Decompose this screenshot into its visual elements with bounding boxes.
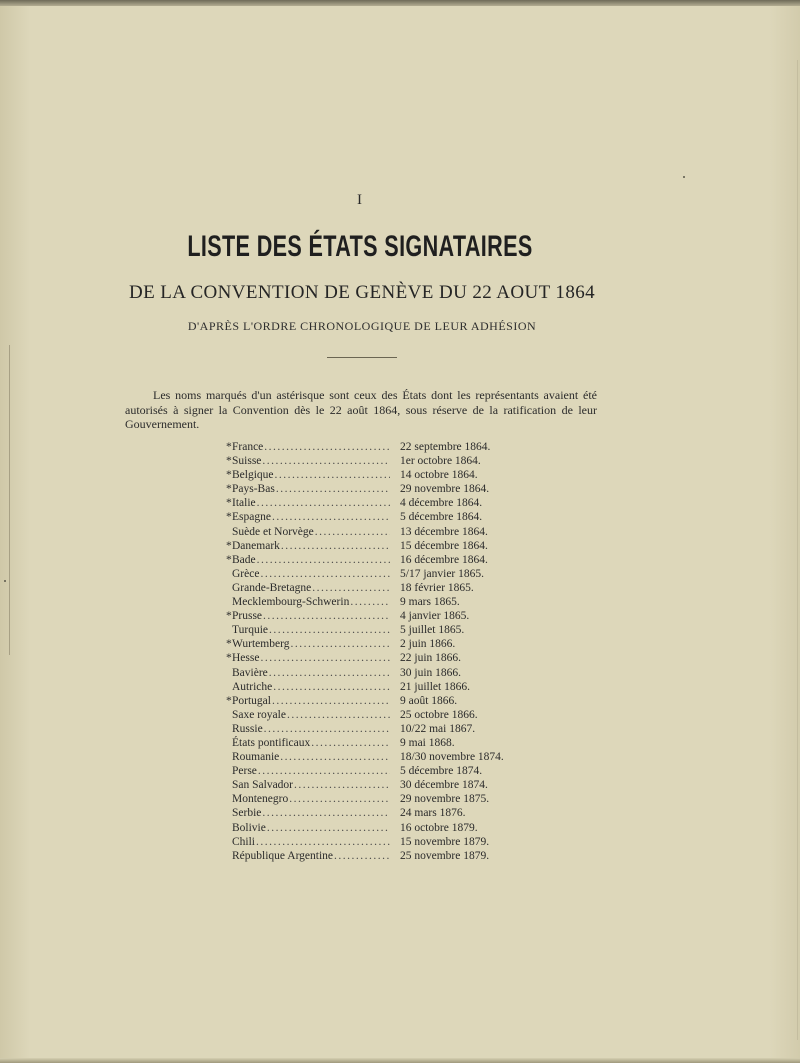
section-number: I: [357, 192, 363, 208]
dot-leader: [266, 821, 390, 835]
asterisk-mark: *: [226, 610, 232, 623]
state-name-cell: [226, 750, 390, 764]
adhesion-date: 18/30 novembre 1874.: [400, 751, 504, 764]
dot-leader: [256, 553, 390, 567]
adhesion-date: 25 octobre 1866.: [400, 708, 478, 721]
state-row: [226, 835, 526, 849]
state-name-cell: [226, 835, 390, 849]
state-row: [226, 778, 526, 792]
asterisk-mark: *: [226, 455, 232, 468]
state-name-cell: [226, 609, 390, 623]
adhesion-date: 18 février 1865.: [400, 581, 474, 594]
asterisk-mark: *: [226, 497, 232, 510]
adhesion-date: 15 novembre 1879.: [400, 835, 490, 848]
state-row: [226, 651, 526, 665]
state-name: Russie: [232, 722, 263, 735]
intro-paragraph: [125, 388, 597, 432]
adhesion-date: 5 décembre 1864.: [400, 511, 483, 524]
state-name: Roumanie: [232, 751, 280, 764]
page-right-edge-mark: [797, 60, 798, 1040]
adhesion-date: 25 novembre 1879.: [400, 849, 490, 862]
state-name-cell: [226, 722, 390, 736]
page-bottom-edge: [0, 1058, 800, 1063]
adhesion-date: 29 novembre 1864.: [400, 483, 490, 496]
dot-leader: [280, 539, 390, 553]
state-name: Serbie: [232, 807, 262, 820]
dot-leader: [257, 764, 390, 778]
dot-leader: [314, 525, 390, 539]
adhesion-date: 29 novembre 1875.: [400, 793, 490, 806]
adhesion-date: 9 août 1866.: [400, 694, 458, 707]
state-row: [226, 539, 526, 553]
state-row: [226, 708, 526, 722]
dot-leader: [311, 581, 390, 595]
dot-leader: [271, 510, 390, 524]
state-row: [226, 821, 526, 835]
asterisk-mark: *: [226, 694, 232, 707]
asterisk-mark: *: [226, 441, 232, 453]
state-name: Bade: [232, 553, 256, 566]
adhesion-date: 15 décembre 1864.: [400, 539, 488, 552]
state-name-cell: [226, 496, 390, 510]
state-row: [226, 680, 526, 694]
state-name-cell: [226, 736, 390, 750]
state-name-cell: [226, 694, 390, 708]
state-name-cell: [226, 778, 390, 792]
dot-leader: [268, 666, 390, 680]
page-subtitle: DE LA CONVENTION DE GENÈVE DU 22 AOUT 1864: [128, 282, 596, 303]
adhesion-date: 10/22 mai 1867.: [400, 722, 476, 735]
state-row: [226, 849, 526, 863]
asterisk-mark: *: [226, 483, 232, 496]
state-row: [226, 764, 526, 778]
dot-leader: [259, 651, 390, 665]
state-row: [226, 496, 526, 510]
intro-text: Les noms marqués d'un astérisque sont ceux des États dont les représentants avaient été autorisés à signer la Convention dès le 22 août 1864, sous réserve de la ratification de leur Gouvernement.: [125, 388, 597, 432]
adhesion-date: 16 octobre 1879.: [400, 821, 478, 834]
state-name-cell: [226, 623, 390, 637]
state-row: [226, 468, 526, 482]
state-row: [226, 694, 526, 708]
state-row: [226, 736, 526, 750]
state-name: Bavière: [232, 666, 268, 679]
state-name: Suisse: [232, 455, 262, 468]
dot-leader: [293, 778, 390, 792]
state-name: Espagne: [232, 511, 271, 524]
dot-leader: [261, 454, 390, 468]
state-name-cell: [226, 680, 390, 694]
adhesion-date: 4 décembre 1864.: [400, 497, 483, 510]
page-sub-subtitle: D'APRÈS L'ORDRE CHRONOLOGIQUE DE LEUR ADHÉSION: [187, 319, 537, 333]
state-row: [226, 440, 526, 454]
dot-leader: [279, 750, 390, 764]
adhesion-date: 9 mars 1865.: [400, 596, 460, 609]
state-name-cell: [226, 567, 390, 581]
asterisk-mark: *: [226, 638, 232, 651]
dot-leader: [349, 595, 390, 609]
state-name-cell: [226, 525, 390, 539]
state-name-cell: [226, 637, 390, 651]
state-name-cell: [226, 792, 390, 806]
adhesion-date: 22 septembre 1864.: [400, 441, 491, 453]
adhesion-date: 5 juillet 1865.: [400, 624, 465, 637]
dot-leader: [289, 637, 390, 651]
adhesion-date: 1er octobre 1864.: [400, 455, 481, 468]
state-name: Perse: [232, 765, 257, 778]
state-name: Wurtemberg: [232, 638, 290, 651]
state-row: [226, 609, 526, 623]
paper-speck: [683, 176, 685, 178]
adhesion-date: 13 décembre 1864.: [400, 525, 488, 538]
page-title: LISTE DES ÉTATS SIGNATAIRES: [187, 230, 533, 263]
state-name-cell: [226, 510, 390, 524]
adhesion-date: 2 juin 1866.: [400, 638, 456, 651]
dot-leader: [286, 708, 390, 722]
state-name: Turquie: [232, 624, 268, 637]
adhesion-date: 24 mars 1876.: [400, 807, 466, 820]
asterisk-mark: *: [226, 539, 232, 552]
state-name-cell: [226, 468, 390, 482]
dot-leader: [272, 680, 390, 694]
dot-leader: [310, 736, 390, 750]
state-name: Portugal: [232, 694, 271, 707]
state-row: [226, 666, 526, 680]
state-row: [226, 510, 526, 524]
adhesion-date: 5 décembre 1874.: [400, 765, 483, 778]
state-name: Suède et Norvège: [232, 525, 314, 538]
state-name-cell: [226, 651, 390, 665]
state-name-cell: [226, 440, 390, 454]
dot-leader: [274, 468, 390, 482]
dot-leader: [256, 496, 390, 510]
dot-leader: [261, 806, 390, 820]
state-name-cell: [226, 666, 390, 680]
asterisk-mark: *: [226, 553, 232, 566]
state-name: République Argentine: [232, 849, 334, 862]
state-row: [226, 581, 526, 595]
state-name: Saxe royale: [232, 708, 286, 721]
adhesion-date: 4 janvier 1865.: [400, 610, 470, 623]
state-row: [226, 482, 526, 496]
state-name-cell: [226, 482, 390, 496]
state-name: Autriche: [232, 680, 273, 693]
state-row: [226, 595, 526, 609]
adhesion-date: 14 octobre 1864.: [400, 469, 478, 482]
dot-leader: [275, 482, 390, 496]
asterisk-mark: *: [226, 469, 232, 482]
state-name: Bolivie: [232, 821, 266, 834]
state-name-cell: [226, 849, 390, 863]
state-name-cell: [226, 806, 390, 820]
adhesion-date: 16 décembre 1864.: [400, 553, 488, 566]
dot-leader: [263, 722, 390, 736]
state-row: [226, 567, 526, 581]
adhesion-date: 5/17 janvier 1865.: [400, 567, 484, 580]
state-name: Belgique: [232, 469, 274, 482]
state-row: [226, 525, 526, 539]
dot-leader: [262, 609, 390, 623]
adhesion-date: 22 juin 1866.: [400, 652, 462, 665]
dot-leader: [259, 567, 390, 581]
divider-rule: [327, 357, 397, 358]
state-name: Grande-Bretagne: [232, 581, 312, 594]
state-name-cell: [226, 708, 390, 722]
dot-leader: [333, 849, 390, 863]
state-row: [226, 792, 526, 806]
state-name: Chili: [232, 835, 256, 848]
state-name-cell: [226, 539, 390, 553]
page-left-edge-mark: [9, 345, 10, 655]
state-name-cell: [226, 821, 390, 835]
dot-leader: [271, 694, 390, 708]
state-name-cell: [226, 454, 390, 468]
page-top-edge: [0, 0, 800, 6]
state-row: [226, 623, 526, 637]
state-row: [226, 806, 526, 820]
state-name: Pays-Bas: [232, 483, 275, 496]
state-name: Danemark: [232, 539, 280, 552]
asterisk-mark: *: [226, 652, 232, 665]
state-name: Prusse: [232, 610, 263, 623]
asterisk-mark: *: [226, 511, 232, 524]
state-row: [226, 722, 526, 736]
state-name-cell: [226, 553, 390, 567]
state-name: Mecklembourg-Schwerin: [232, 596, 350, 609]
dot-leader: [268, 623, 390, 637]
state-row: [226, 454, 526, 468]
state-name-cell: [226, 764, 390, 778]
state-name: Hesse: [232, 652, 260, 665]
paper-speck: [4, 580, 6, 582]
state-row: [226, 750, 526, 764]
adhesion-date: 30 décembre 1874.: [400, 779, 488, 792]
state-row: [226, 553, 526, 567]
adhesion-date: 30 juin 1866.: [400, 666, 462, 679]
state-name-cell: [226, 595, 390, 609]
adhesion-date: 21 juillet 1866.: [400, 680, 470, 693]
dot-leader: [263, 440, 390, 454]
state-name: États pontificaux: [232, 736, 311, 749]
state-name: France: [232, 441, 264, 453]
adhesion-date: 9 mai 1868.: [400, 736, 455, 749]
state-name: Montenegro: [232, 793, 289, 806]
state-name: Italie: [232, 497, 256, 510]
state-row: [226, 637, 526, 651]
dot-leader: [255, 835, 390, 849]
state-name: Grèce: [232, 567, 260, 580]
states-list: [226, 440, 526, 863]
state-name-cell: [226, 581, 390, 595]
dot-leader: [288, 792, 390, 806]
state-name: San Salvador: [232, 779, 294, 792]
